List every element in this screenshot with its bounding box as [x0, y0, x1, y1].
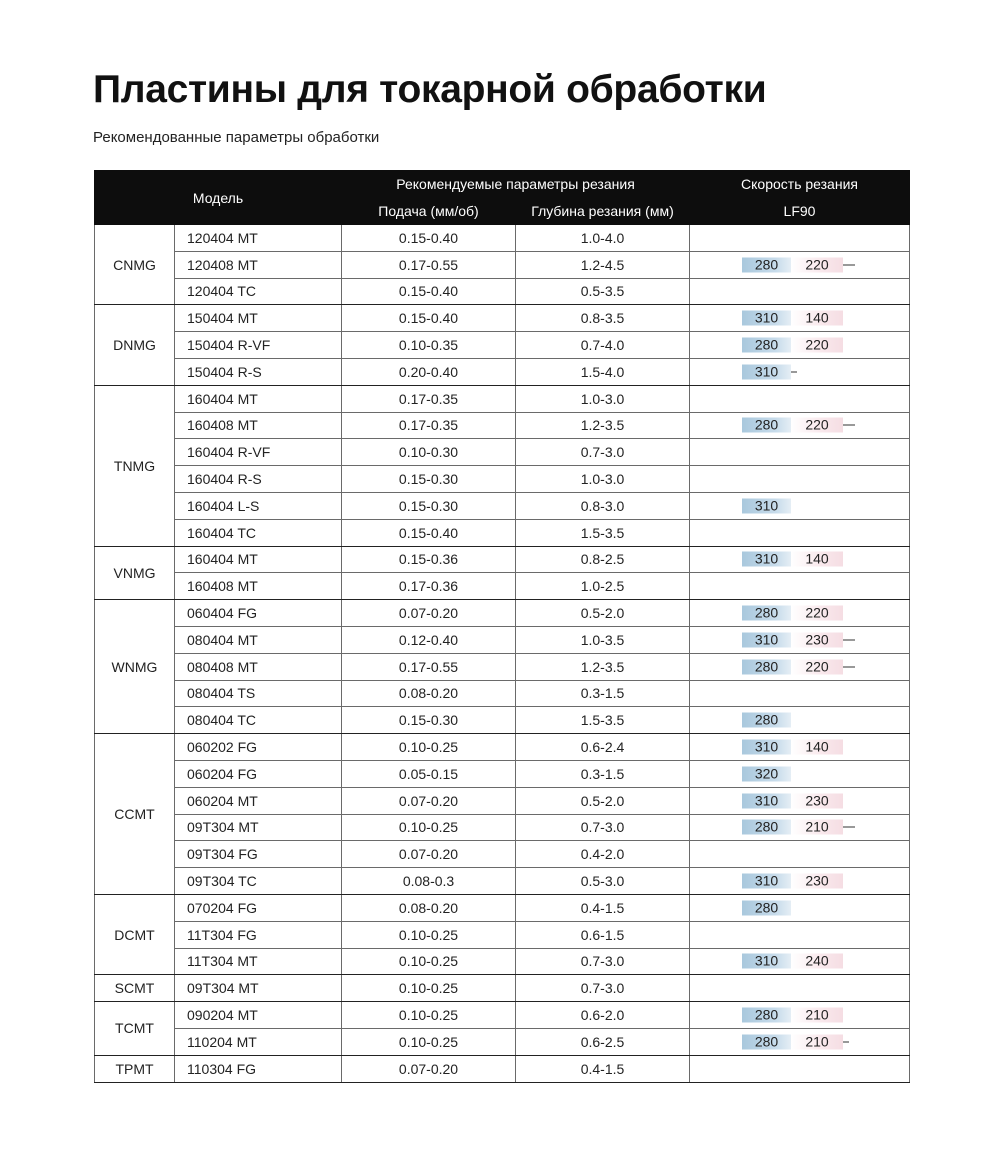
speed-marker	[742, 338, 843, 353]
feed-cell: 0.15-0.30	[342, 707, 516, 734]
table-row	[95, 412, 910, 439]
feed-cell: 0.10-0.25	[342, 948, 516, 975]
speed-marker	[742, 740, 843, 755]
speed-range-line	[791, 371, 797, 372]
depth-cell: 0.3-1.5	[516, 680, 690, 707]
depth-cell: 0.7-4.0	[516, 332, 690, 359]
speed-value-secondary: 210	[791, 1034, 843, 1049]
speed-value-primary: 280	[742, 820, 791, 835]
feed-cell: 0.10-0.25	[342, 1002, 516, 1029]
table-row	[95, 841, 910, 868]
speed-value-secondary: 220	[791, 606, 843, 621]
speed-value-primary: 310	[742, 740, 791, 755]
table-row	[95, 332, 910, 359]
model-cell: 160408 MT	[175, 412, 342, 439]
depth-cell: 1.0-3.5	[516, 626, 690, 653]
page-title: Пластины для токарной обработки	[93, 68, 767, 111]
page-subtitle: Рекомендованные параметры обработки	[93, 129, 380, 146]
table-row	[95, 492, 910, 519]
speed-cell	[690, 225, 910, 252]
depth-cell: 0.6-2.4	[516, 734, 690, 761]
depth-cell: 1.2-3.5	[516, 412, 690, 439]
speed-cell	[690, 841, 910, 868]
speed-value-primary: 310	[742, 498, 791, 513]
table-row	[95, 868, 910, 895]
model-cell: 120404 MT	[175, 225, 342, 252]
speed-cell	[690, 305, 910, 332]
feed-cell: 0.15-0.40	[342, 225, 516, 252]
speed-cell	[690, 439, 910, 466]
model-cell: 11T304 FG	[175, 921, 342, 948]
table-row	[95, 787, 910, 814]
model-cell: 060204 FG	[175, 760, 342, 787]
speed-marker	[742, 713, 791, 728]
table-row	[95, 707, 910, 734]
header-cutting-speed: Скорость резания	[690, 171, 910, 198]
speed-value-secondary: 140	[791, 311, 843, 326]
feed-cell: 0.10-0.35	[342, 332, 516, 359]
speed-marker	[742, 900, 791, 915]
speed-value-secondary: 230	[791, 793, 843, 808]
model-cell: 150404 R-VF	[175, 332, 342, 359]
speed-cell	[690, 1028, 910, 1055]
speed-value-secondary: 240	[791, 954, 843, 969]
table-row	[95, 975, 910, 1002]
speed-value-primary: 310	[742, 364, 791, 379]
model-cell: 110304 FG	[175, 1055, 342, 1082]
speed-range-line	[843, 639, 855, 640]
family-cell: DCMT	[95, 894, 175, 974]
speed-value-primary: 280	[742, 1034, 791, 1049]
table-row	[95, 734, 910, 761]
speed-cell	[690, 1002, 910, 1029]
model-cell: 09T304 MT	[175, 975, 342, 1002]
speed-value-primary: 320	[742, 766, 791, 781]
header-depth: Глубина резания (мм)	[516, 198, 690, 225]
table-row	[95, 439, 910, 466]
speed-marker	[742, 418, 855, 433]
speed-cell	[690, 868, 910, 895]
feed-cell: 0.17-0.36	[342, 573, 516, 600]
speed-value-secondary: 230	[791, 874, 843, 889]
table-row	[95, 251, 910, 278]
model-cell: 060204 MT	[175, 787, 342, 814]
speed-cell	[690, 466, 910, 493]
model-cell: 160404 R-S	[175, 466, 342, 493]
model-cell: 09T304 TC	[175, 868, 342, 895]
model-cell: 160404 R-VF	[175, 439, 342, 466]
speed-range-line	[843, 264, 855, 265]
table-header	[95, 171, 910, 225]
speed-value-primary: 280	[742, 1008, 791, 1023]
table-row	[95, 1028, 910, 1055]
table-row	[95, 573, 910, 600]
speed-cell	[690, 358, 910, 385]
model-cell: 160404 TC	[175, 519, 342, 546]
speed-value-primary: 280	[742, 900, 791, 915]
speed-cell	[690, 894, 910, 921]
speed-value-secondary: 230	[791, 632, 843, 647]
speed-value-secondary: 220	[791, 659, 843, 674]
family-cell: VNMG	[95, 546, 175, 600]
model-cell: 110204 MT	[175, 1028, 342, 1055]
feed-cell: 0.17-0.35	[342, 385, 516, 412]
speed-cell	[690, 385, 910, 412]
speed-marker	[742, 311, 843, 326]
feed-cell: 0.15-0.30	[342, 466, 516, 493]
table-row	[95, 1055, 910, 1082]
table-body	[95, 225, 910, 1083]
header-feed: Подача (мм/об)	[342, 198, 516, 225]
table-row	[95, 1002, 910, 1029]
feed-cell: 0.15-0.40	[342, 278, 516, 305]
speed-value-primary: 280	[742, 659, 791, 674]
speed-marker	[742, 874, 843, 889]
table-row	[95, 385, 910, 412]
feed-cell: 0.08-0.20	[342, 680, 516, 707]
depth-cell: 0.5-3.5	[516, 278, 690, 305]
depth-cell: 0.3-1.5	[516, 760, 690, 787]
table-row	[95, 760, 910, 787]
speed-marker	[742, 552, 843, 567]
speed-value-primary: 310	[742, 311, 791, 326]
speed-cell	[690, 546, 910, 573]
speed-cell	[690, 975, 910, 1002]
speed-marker	[742, 954, 843, 969]
depth-cell: 0.8-3.0	[516, 492, 690, 519]
speed-value-secondary: 210	[791, 1008, 843, 1023]
depth-cell: 0.7-3.0	[516, 814, 690, 841]
depth-cell: 0.4-1.5	[516, 894, 690, 921]
model-cell: 120408 MT	[175, 251, 342, 278]
depth-cell: 0.4-1.5	[516, 1055, 690, 1082]
feed-cell: 0.07-0.20	[342, 600, 516, 627]
table-row	[95, 466, 910, 493]
family-cell: CNMG	[95, 225, 175, 305]
speed-cell	[690, 332, 910, 359]
depth-cell: 1.5-4.0	[516, 358, 690, 385]
speed-cell	[690, 573, 910, 600]
feed-cell: 0.10-0.25	[342, 734, 516, 761]
model-cell: 090204 MT	[175, 1002, 342, 1029]
feed-cell: 0.17-0.55	[342, 653, 516, 680]
model-cell: 080408 MT	[175, 653, 342, 680]
depth-cell: 0.8-3.5	[516, 305, 690, 332]
depth-cell: 0.8-2.5	[516, 546, 690, 573]
speed-marker	[742, 632, 855, 647]
model-cell: 080404 TS	[175, 680, 342, 707]
speed-value-secondary: 140	[791, 740, 843, 755]
model-cell: 160404 L-S	[175, 492, 342, 519]
depth-cell: 1.0-3.0	[516, 466, 690, 493]
feed-cell: 0.15-0.40	[342, 305, 516, 332]
feed-cell: 0.08-0.20	[342, 894, 516, 921]
model-cell: 160408 MT	[175, 573, 342, 600]
model-cell: 080404 MT	[175, 626, 342, 653]
speed-cell	[690, 653, 910, 680]
speed-cell	[690, 519, 910, 546]
feed-cell: 0.05-0.15	[342, 760, 516, 787]
parameters-table	[94, 170, 910, 1083]
speed-marker	[742, 793, 843, 808]
table-row	[95, 921, 910, 948]
family-cell: TNMG	[95, 385, 175, 546]
speed-value-secondary: 220	[791, 338, 843, 353]
depth-cell: 1.0-4.0	[516, 225, 690, 252]
speed-marker	[742, 820, 855, 835]
model-cell: 060404 FG	[175, 600, 342, 627]
table-row	[95, 653, 910, 680]
feed-cell: 0.12-0.40	[342, 626, 516, 653]
depth-cell: 0.5-2.0	[516, 600, 690, 627]
feed-cell: 0.20-0.40	[342, 358, 516, 385]
speed-marker	[742, 1008, 843, 1023]
speed-value-primary: 310	[742, 632, 791, 647]
feed-cell: 0.15-0.30	[342, 492, 516, 519]
speed-marker	[742, 364, 797, 379]
speed-value-secondary: 210	[791, 820, 843, 835]
depth-cell: 0.5-2.0	[516, 787, 690, 814]
table-row	[95, 519, 910, 546]
model-cell: 160404 MT	[175, 385, 342, 412]
speed-cell	[690, 412, 910, 439]
speed-cell	[690, 626, 910, 653]
table-row	[95, 546, 910, 573]
speed-value-primary: 310	[742, 793, 791, 808]
feed-cell: 0.07-0.20	[342, 787, 516, 814]
speed-cell	[690, 734, 910, 761]
feed-cell: 0.08-0.3	[342, 868, 516, 895]
feed-cell: 0.10-0.25	[342, 814, 516, 841]
header-cutting-params: Рекомендуемые параметры резания	[342, 171, 690, 198]
depth-cell: 1.5-3.5	[516, 707, 690, 734]
table-row	[95, 680, 910, 707]
speed-cell	[690, 278, 910, 305]
speed-value-primary: 280	[742, 257, 791, 272]
model-cell: 09T304 MT	[175, 814, 342, 841]
depth-cell: 1.0-3.0	[516, 385, 690, 412]
table-row	[95, 814, 910, 841]
feed-cell: 0.07-0.20	[342, 841, 516, 868]
speed-range-line	[843, 1041, 849, 1042]
depth-cell: 1.2-3.5	[516, 653, 690, 680]
speed-marker	[742, 257, 855, 272]
family-cell: TCMT	[95, 1002, 175, 1056]
speed-value-secondary: 220	[791, 257, 843, 272]
speed-cell	[690, 921, 910, 948]
depth-cell: 1.0-2.5	[516, 573, 690, 600]
feed-cell: 0.10-0.30	[342, 439, 516, 466]
speed-marker	[742, 766, 791, 781]
speed-cell	[690, 814, 910, 841]
feed-cell: 0.17-0.35	[342, 412, 516, 439]
model-cell: 080404 TC	[175, 707, 342, 734]
speed-value-primary: 310	[742, 874, 791, 889]
speed-value-primary: 280	[742, 338, 791, 353]
speed-value-primary: 310	[742, 552, 791, 567]
speed-cell	[690, 600, 910, 627]
speed-marker	[742, 1034, 849, 1049]
table-row	[95, 626, 910, 653]
speed-value-primary: 280	[742, 418, 791, 433]
speed-marker	[742, 606, 843, 621]
speed-value-primary: 280	[742, 713, 791, 728]
table-row	[95, 225, 910, 252]
family-cell: TPMT	[95, 1055, 175, 1082]
table-row	[95, 948, 910, 975]
feed-cell: 0.10-0.25	[342, 1028, 516, 1055]
speed-cell	[690, 680, 910, 707]
speed-range-line	[843, 425, 855, 426]
speed-value-secondary: 220	[791, 418, 843, 433]
table-row	[95, 358, 910, 385]
speed-value-secondary: 140	[791, 552, 843, 567]
speed-cell	[690, 707, 910, 734]
depth-cell: 1.5-3.5	[516, 519, 690, 546]
model-cell: 120404 TC	[175, 278, 342, 305]
speed-marker	[742, 498, 791, 513]
model-cell: 11T304 MT	[175, 948, 342, 975]
speed-range-line	[843, 666, 855, 667]
model-cell: 09T304 FG	[175, 841, 342, 868]
feed-cell: 0.15-0.36	[342, 546, 516, 573]
model-cell: 160404 MT	[175, 546, 342, 573]
table-row	[95, 278, 910, 305]
model-cell: 070204 FG	[175, 894, 342, 921]
depth-cell: 0.6-1.5	[516, 921, 690, 948]
speed-range-line	[843, 827, 855, 828]
feed-cell: 0.15-0.40	[342, 519, 516, 546]
speed-cell	[690, 760, 910, 787]
family-cell: CCMT	[95, 734, 175, 895]
family-cell: SCMT	[95, 975, 175, 1002]
table-row	[95, 894, 910, 921]
speed-cell	[690, 948, 910, 975]
header-grade: LF90	[690, 198, 910, 225]
feed-cell: 0.10-0.25	[342, 921, 516, 948]
feed-cell: 0.07-0.20	[342, 1055, 516, 1082]
speed-marker	[742, 659, 855, 674]
depth-cell: 0.6-2.0	[516, 1002, 690, 1029]
table-row	[95, 600, 910, 627]
depth-cell: 0.7-3.0	[516, 975, 690, 1002]
depth-cell: 0.6-2.5	[516, 1028, 690, 1055]
table-row	[95, 305, 910, 332]
depth-cell: 0.5-3.0	[516, 868, 690, 895]
model-cell: 060202 FG	[175, 734, 342, 761]
speed-value-primary: 310	[742, 954, 791, 969]
family-cell: WNMG	[95, 600, 175, 734]
speed-cell	[690, 492, 910, 519]
speed-cell	[690, 1055, 910, 1082]
model-cell: 150404 MT	[175, 305, 342, 332]
depth-cell: 0.4-2.0	[516, 841, 690, 868]
header-model: Модель	[95, 171, 342, 225]
family-cell: DNMG	[95, 305, 175, 385]
depth-cell: 0.7-3.0	[516, 439, 690, 466]
feed-cell: 0.17-0.55	[342, 251, 516, 278]
model-cell: 150404 R-S	[175, 358, 342, 385]
speed-cell	[690, 251, 910, 278]
speed-value-primary: 280	[742, 606, 791, 621]
depth-cell: 1.2-4.5	[516, 251, 690, 278]
speed-cell	[690, 787, 910, 814]
feed-cell: 0.10-0.25	[342, 975, 516, 1002]
depth-cell: 0.7-3.0	[516, 948, 690, 975]
